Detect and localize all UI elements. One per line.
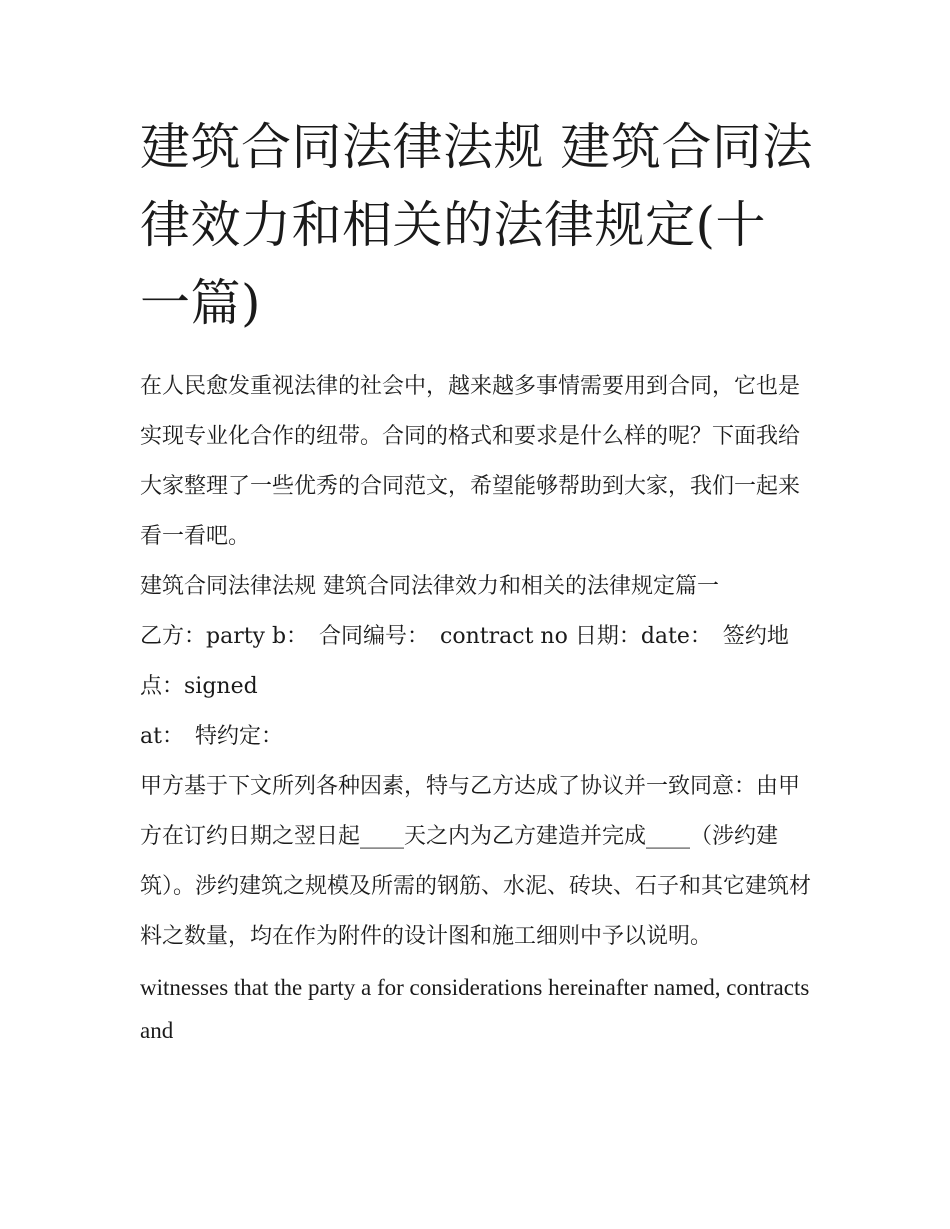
english-paragraph: witnesses that the party a for considerations hereinafter named, contracts and — [140, 975, 810, 1043]
document-page — [140, 108, 816, 1052]
party-info-paragraph: 乙方：party b： 合同编号： contract no 日期：date： 签约地点：signed — [140, 624, 789, 699]
section-heading: 建筑合同法律法规 建筑合同法律效力和相关的法律规定篇一 — [140, 574, 719, 599]
document-title: 建筑合同法律法规 建筑合同法律效力和相关的法律规定(十一篇) — [140, 118, 813, 332]
intro-paragraph: 在人民愈发重视法律的社会中，越来越多事情需要用到合同，它也是实现专业化合作的纽带。合同的格式和要求是什么样的呢？下面我给大家整理了一些优秀的合同范文，希望能够帮助到大家，我们一起来看一看吧。 — [140, 374, 801, 549]
document-body — [140, 362, 816, 1052]
special-agreement-paragraph: at： 特约定： — [140, 724, 283, 749]
contract-terms-paragraph: 甲方基于下文所列各种因素，特与乙方达成了协议并一致同意：由甲方在订约日期之翌日起____天之内为乙方建造并完成____（涉约建筑）。涉约建筑之规模及所需的钢筋、水泥、砖块、石子和其它建筑材料之数量，均在作为附件的设计图和施工细则中予以说明。 — [140, 774, 812, 949]
